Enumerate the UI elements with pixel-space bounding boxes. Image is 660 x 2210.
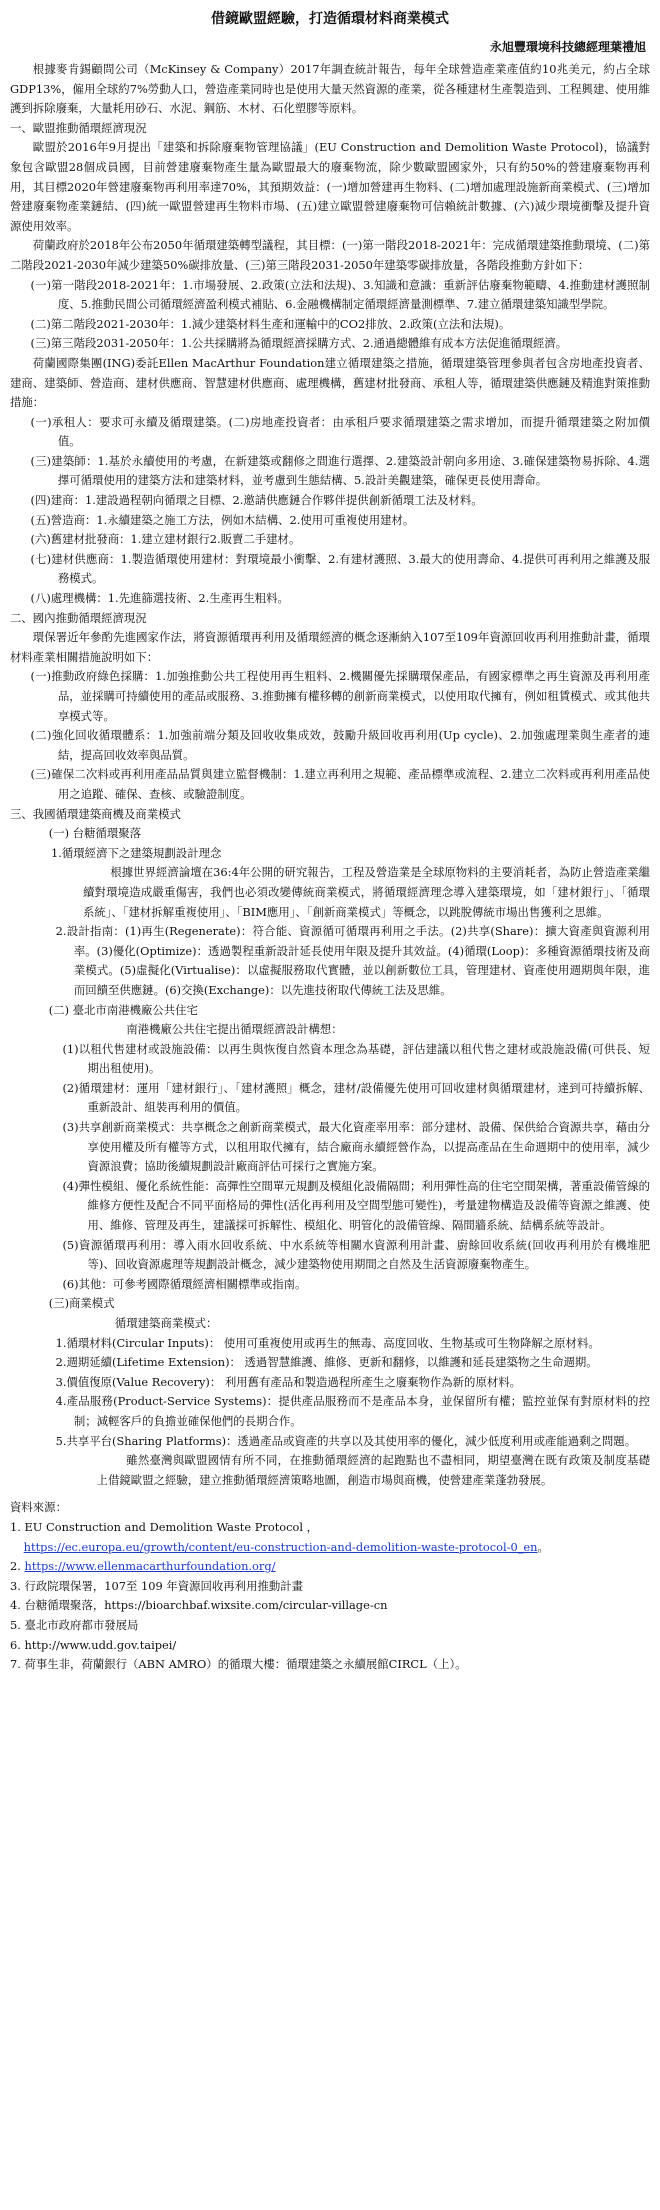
- subsection-heading: (一) 台糖循環聚落: [48, 826, 141, 841]
- subsection-item-heading: 1.循環經濟下之建築規劃設計理念: [51, 845, 222, 860]
- list-item: 5.共享平台(Sharing Platforms)：透過產品或資產的共享以及其使用率的優化，減少低度利用或產能過剩之問題。: [55, 1433, 637, 1448]
- list-item: (一)推動政府綠色採購：1.加強推動公共工程使用再生粗料、2.機關優先採購環保產品，有國家標準之再生資源及再利用產品，並採購可持續使用的產品或服務、3.推動擁有權移轉的創新商業模式，以使用取代擁有，例如租賃模式、或其他共享模式等。: [30, 669, 650, 723]
- references: [10, 1498, 650, 1674]
- list-item: (八)處理機構：1.先進篩選技術、2.生產再生粗料。: [30, 591, 289, 606]
- list-item: (二)第二階段2021-2030年：1.減少建築材料生產和運輸中的CO2排放、2.政策(立法和法規)。: [30, 316, 511, 331]
- list-item: 4.產品服務(Product-Service Systems)：提供產品服務而不是產品本身，並保留所有權；監控並保有對原材料的控制；減輕客戶的負擔並確保他們的長期合作。: [55, 1394, 650, 1428]
- section-2-heading: 二、國內推動循環經濟現況: [10, 610, 147, 625]
- list-item: (2)循環建材：運用「建材銀行」、「建材護照」概念，建材/設備優先使用可回收建材與循環建材，達到可持續拆解、重新設計、組裝再利用的價值。: [62, 1080, 650, 1115]
- intro-paragraph: 根據麥肯錫顧問公司（McKinsey & Company）2017年調查統計報告，每年全球營造產業產值約10兆美元，約占全球GDP13%，僱用全球約7%勞動人口，營造產業同時也是使用大量天然資源的產業，從各種建材生產製造到、工程興建、使用維護到拆除廢棄，大量耗用砂石、水泥、鋼筋、木材、石化塑膠等原料。: [10, 62, 650, 116]
- section-1-paragraph-1: 歐盟於2016年9月提出「建築和拆除廢棄物管理協議」(EU Construction and Demolition Waste Protocol)，協議對象包含歐盟28個成員國，目前營建廢棄物產生量為歐盟最大的廢棄物流，除少數歐盟國家外，只有約50%的營建廢棄物再利用，其目標2020年營建廢棄物再利用率達70%，其預期效益：(一)增加營建再生物料、(二)增加處理設施新商業模式、(三)增加營建廢棄物產業鏈結、(四)統一歐盟營建再生物料市場、(五)建立歐盟營建廢棄物可信賴統計數據、(六)減少環境衝擊及提升資源使用效率。: [10, 140, 650, 233]
- section-1: [10, 119, 650, 609]
- reference-link[interactable]: https://www.ellenmacarthurfoundation.org/: [24, 1559, 276, 1574]
- subsection-lead: 南港機廠公共住宅提出循環經濟設計構想：: [126, 1022, 343, 1037]
- references-heading: 資料來源：: [10, 1500, 67, 1515]
- section-1-paragraph-2: 荷蘭政府於2018年公布2050年循環建築轉型議程，其目標：(一)第一階段2018-2021年：完成循環建築推動環境、(二)第二階段2021-2030年減少建築50%碳排放量、(三)第三階段2031-2050年建築零碳排放量，各階段推動方針如下：: [10, 238, 650, 272]
- reference-item: 5. 臺北市政府都市發展局: [10, 1617, 139, 1632]
- section-2: [10, 609, 650, 805]
- reference-text: 2.: [10, 1559, 25, 1574]
- reference-item: [10, 1518, 650, 1557]
- design-concept-paragraph: 根據世界經濟論壇在36:4年公開的研究報告，工程及營造業是全球原物料的主要消耗者，為防止營造產業繼續對環境造成嚴重傷害，我們也必須改變傳統商業模式，將循環經濟理念導入建築環境，如「建材銀行」、「循環系統」、「建材拆解重複使用」、「BIM應用」、「創新商業模式」等概念，以跳脫傳統市場出售獲利之思維。: [82, 865, 650, 919]
- list-item: (二)強化回收循環體系：1.加強前端分類及回收收集成效，鼓勵升級回收再利用(Up cycle)、2.加強處理業與生產者的連結，提高回收效率與品質。: [30, 728, 650, 762]
- list-item: (一)第一階段2018-2021年：1.市場發展、2.政策(立法和法規)、3.知識和意識：重新評估廢棄物範疇、4.推動建材護照制度、5.推動民間公司循環經濟盈利模式補貼、6.金融機構制定循環經濟量測標準、7.建立循環建築知識型學院。: [30, 277, 650, 312]
- list-item: (五)營造商：1.永續建築之施工方法，例如木結構、2.使用可重複使用建材。: [30, 512, 415, 527]
- list-item: (四)建商：1.建設過程朝向循環之目標、2.邀請供應鏈合作夥伴提供創新循環工法及材料。: [30, 493, 483, 508]
- list-item: 1.循環材料(Circular Inputs)： 使用可重複使用或再生的無毒、高度回收、生物基或可生物降解之原材料。: [55, 1335, 600, 1350]
- article: [0, 4, 660, 1675]
- list-item: (4)彈性模組、優化系統性能：高彈性空間單元規劃及模組化設備隔間；利用彈性高的住宅空間架構，著重設備管線的維修方便性及配合不同平面格局的彈性(活化再利用及空間型態可變性)，考量建物構造及設備等資源之維護、使用、維修、管理及再生，建議採可拆解性、模組化、明管化的設備管線、隔間牆系統、結構系統等設計。: [62, 1178, 650, 1233]
- list-item: (一)承租人：要求可永續及循環建築。(二)房地產投資者：由承租戶要求循環建築之需求增加，而提升循環建築之附加價值。: [30, 414, 650, 449]
- closing-paragraph: 雖然臺灣與歐盟國情有所不同，在推動循環經濟的起跑點也不盡相同，期望臺灣在既有政策及制度基礎上借鏡歐盟之經驗，建立推動循環經濟策略地圖，創造市場與商機，使營建產業蓬勃發展。: [96, 1453, 650, 1487]
- section-3: [10, 805, 650, 1491]
- reference-item: 4. 台糖循環聚落，https://bioarchbaf.wixsite.com/circular-village-cn: [10, 1598, 388, 1613]
- reference-suffix: 。: [537, 1539, 549, 1554]
- reference-item: [10, 1557, 650, 1577]
- subsection-lead: 循環建築商業模式：: [114, 1316, 218, 1330]
- section-2-paragraph-1: 環保署近年參酌先進國家作法，將資源循環再利用及循環經濟的概念逐漸納入107至109年資源回收再利用推動計畫，循環材料產業相關措施說明如下：: [10, 630, 650, 664]
- article-title: 借鏡歐盟經驗，打造循環材料商業模式: [211, 11, 449, 27]
- subsection-heading: (三)商業模式: [48, 1296, 115, 1311]
- list-item: (3)共享創新商業模式：共享概念之創新商業模式，最大化資產率用率：部分建材、設備、保供給合資源共享，藉由分享使用權及所有權等方式，以租用取代擁有，結合廠商永續經營作為，以提高產品在生命週期中的使用率，減少資源浪費；協助後續規劃設計廠商評估可採行之實施方案。: [62, 1120, 650, 1174]
- reference-item: 6. http://www.udd.gov.taipei/: [10, 1637, 177, 1652]
- list-item: (三)確保二次料或再利用產品品質與建立監督機制：1.建立再利用之規範、產品標準或流程、2.建立二次料或再利用產品使用之追蹤、確保、查核、或驗證制度。: [30, 767, 650, 801]
- design-guide-paragraph: 2.設計指南：(1)再生(Regenerate)：符合能、資源循可循環再利用之手法。(2)共享(Share)：擴大資產與資源利用率。(3)優化(Optimize)：透過製程重新設計延長使用年限及提升其效益。(4)循環(Loop)：多種資源循環技術及商業模式。(5)虛擬化(Virtualise)：以虛擬服務取代實體，並以創新數位工具，管理建材、資產使用週期與年限，進而回饋至供應鏈。(6)交換(Exchange)：以先進技術取代傳統工法及思維。: [55, 924, 650, 997]
- reference-item: 7. 荷事生非，荷蘭銀行（ABN AMRO）的循環大樓：循環建築之永續展館CIRCL（上）。: [10, 1657, 467, 1672]
- list-item: (六)舊建材批發商：1.建立建材銀行2.販賣二手建材。: [30, 532, 301, 547]
- article-author: 永旭豐環境科技總經理葉禮旭: [489, 40, 646, 54]
- list-item: (三)建築師：1.基於永續使用的考慮，在新建築或翻修之間進行選擇、2.建築設計朝向多用途、3.確保建築物易拆除、4.選擇可循環使用的建築方法和建築材料，並考慮到生態結構、5.設計美觀建築，確保更長使用壽命。: [30, 453, 650, 488]
- list-item: 3.價值復原(Value Recovery)： 利用舊有產品和製造過程所產生之廢棄物作為新的原材料。: [55, 1374, 522, 1389]
- subsection-heading: (二) 臺北市南港機廠公共住宅: [48, 1002, 198, 1017]
- section-1-paragraph-3: 荷蘭國際集團(ING)委託Ellen MacArthur Foundation建立循環建築之措施，循環建築管理參與者包含房地產投資者、建商、建築師、營造商、建材供應商、智慧建材供應商、處理機構，舊建材批發商、承租人等，循環建築供應鏈及精進對策推動措施：: [10, 355, 650, 410]
- list-item: 2.週期延續(Lifetime Extension)： 透過智慧維護、維修、更新和翻修，以維護和延長建築物之生命週期。: [55, 1355, 598, 1370]
- list-item: (6)其他：可參考國際循環經濟相關標準或指南。: [62, 1276, 307, 1291]
- section-1-heading: 一、歐盟推動循環經濟現況: [10, 120, 147, 135]
- list-item: (三)第三階段2031-2050年：1.公共採購將為循環經濟採購方式、2.通過總體維有成本方法促進循環經濟。: [30, 336, 568, 351]
- list-item: (1)以租代售建材或設施設備：以再生與恢復自然資本理念為基礎，評估建議以租代售之建材或設施設備(可供長、短期出租使用)。: [62, 1041, 650, 1076]
- list-item: (七)建材供應商：1.製造循環使用建材：對環境最小衝擊、2.有建材護照、3.最大的使用壽命、4.提供可再利用之維護及服務模式。: [30, 551, 650, 586]
- section-3-heading: 三、我國循環建築商機及商業模式: [10, 806, 181, 821]
- reference-item: 3. 行政院環保署，107至 109 年資源回收再利用推動計畫: [10, 1578, 304, 1593]
- reference-text: 1. EU Construction and Demolition Waste Protocol ，: [10, 1519, 319, 1534]
- reference-link[interactable]: https://ec.europa.eu/growth/content/eu-construction-and-demolition-waste-protocol-0_en: [23, 1539, 538, 1554]
- list-item: (5)資源循環再利用：導入雨水回收系統、中水系統等相關水資源利用計畫、廚餘回收系統(回收再利用於有機堆肥等)、回收資源處理等規劃設計概念，減少建築物使用期間之自然及生活資源廢棄物產生。: [62, 1237, 650, 1272]
